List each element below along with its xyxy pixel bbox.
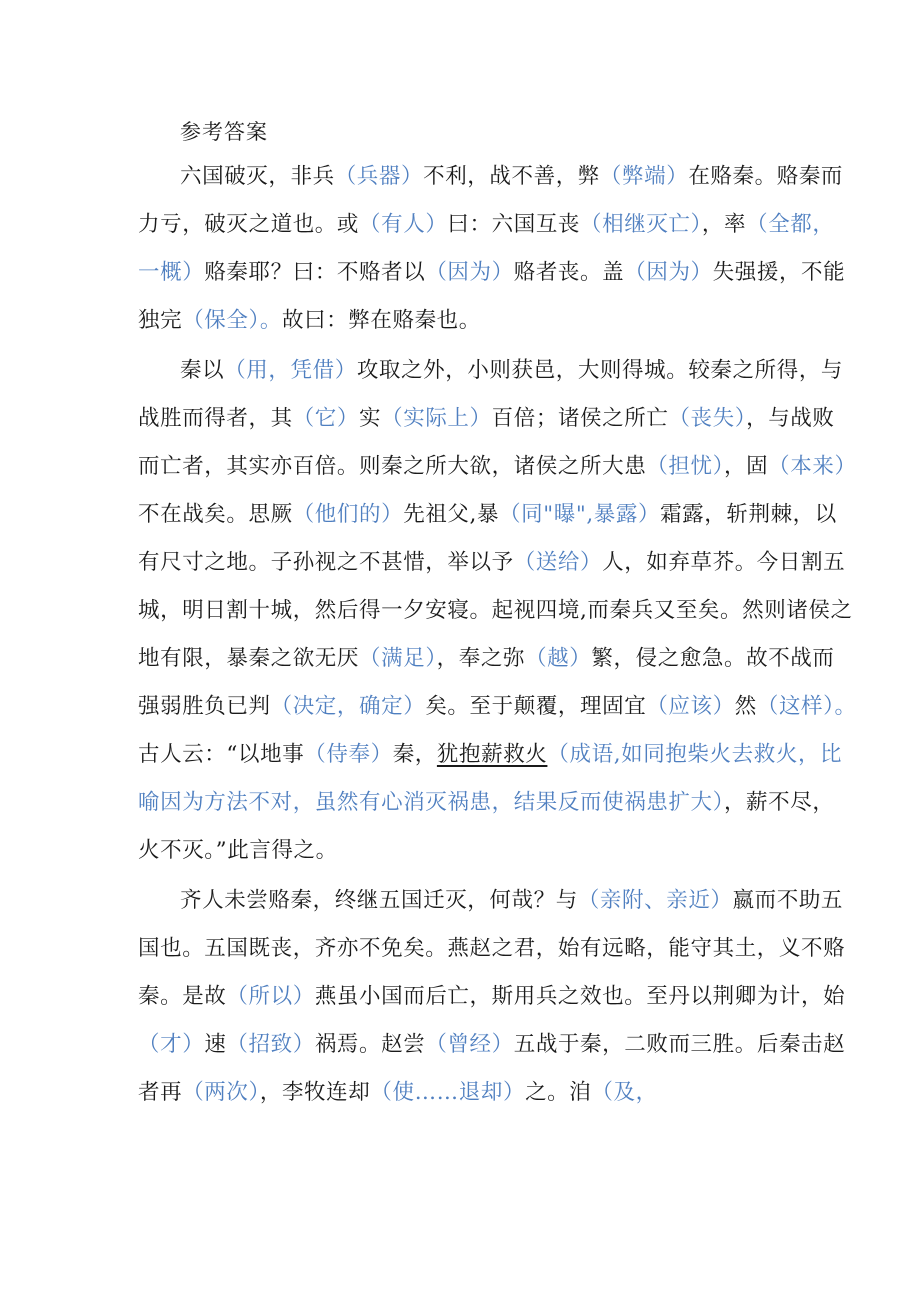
text-line bbox=[138, 257, 845, 289]
body-text: 祸焉。赵尝 bbox=[314, 1032, 426, 1057]
underlined-idiom: 犹抱薪救火 bbox=[436, 742, 548, 767]
body-text: 繁，侵之愈急。故不战而 bbox=[591, 646, 835, 671]
annotation-text: （相继灭亡） bbox=[580, 212, 702, 237]
annotation-text: （所以） bbox=[226, 984, 315, 1009]
body-text: 五战于秦，二败而三胜。后秦击赵 bbox=[513, 1032, 846, 1057]
text-line bbox=[138, 1077, 658, 1109]
annotation-text: 喻因为方法不对，虽然有心消灭祸患，结果反而使祸患扩大） bbox=[138, 790, 724, 815]
body-text: 人，如弃草芥。今日割五 bbox=[602, 550, 846, 575]
body-text: ，固 bbox=[723, 454, 769, 479]
body-text: 有尺寸之地。子孙视之不甚惜，举以予 bbox=[138, 550, 514, 575]
text-line bbox=[138, 1029, 845, 1061]
body-text: 地有限，暴秦之欲无厌 bbox=[138, 646, 360, 671]
body-text: 强弱胜负已判 bbox=[138, 694, 271, 719]
body-text: 城，明日割十城，然后得一夕安寝。起视四境,而秦兵又至矣。然则诸侯之 bbox=[138, 598, 853, 623]
text-line bbox=[138, 787, 834, 819]
annotation-text: （送给） bbox=[513, 550, 603, 575]
annotation-text: （有人） bbox=[359, 212, 448, 237]
annotation-text: （满足） bbox=[359, 646, 437, 671]
annotation-text: （才） bbox=[138, 1032, 205, 1057]
body-text: 不在战矣。思厥 bbox=[138, 502, 293, 527]
text-line bbox=[138, 739, 842, 771]
text-line bbox=[180, 885, 843, 917]
body-text: 失强援，不能 bbox=[712, 260, 846, 285]
text-line bbox=[180, 161, 843, 193]
body-text: 燕虽小国而后亡，斯用兵之效也。至丹以荆卿为计，始 bbox=[314, 984, 846, 1009]
annotation-text: （丧失） bbox=[668, 406, 747, 431]
body-text: 齐人未尝赂秦，终继五国迁灭，何哉？与 bbox=[180, 888, 578, 913]
annotation-text: （弊端） bbox=[599, 164, 689, 189]
annotation-text: （决定，确定） bbox=[270, 694, 426, 719]
body-text: 然 bbox=[734, 694, 757, 719]
annotation-text: （招致） bbox=[226, 1032, 315, 1057]
body-text: 秦。是故 bbox=[138, 984, 227, 1009]
body-text: 火不灭。”此言得之。 bbox=[138, 838, 338, 863]
annotation-text: （亲附、亲近） bbox=[577, 888, 733, 913]
annotation-text: （两次） bbox=[182, 1080, 260, 1105]
text-line bbox=[180, 355, 843, 387]
annotation-text: （及， bbox=[591, 1080, 658, 1105]
body-text: 霜露，斩荆棘，以 bbox=[660, 502, 837, 527]
body-text: 秦以 bbox=[180, 358, 225, 383]
annotation-text: （实际上） bbox=[381, 406, 492, 431]
body-text: ，薪不尽， bbox=[723, 790, 835, 815]
text-line bbox=[138, 305, 481, 337]
body-text: 而亡者，其实亦百倍。则秦之所大欲，诸侯之所大患 bbox=[138, 454, 647, 479]
annotation-text: （因为） bbox=[624, 260, 713, 285]
text-line bbox=[138, 547, 845, 579]
body-text: 者再 bbox=[138, 1080, 183, 1105]
annotation-text: （全都， bbox=[746, 212, 835, 237]
annotation-text: （这样）。 bbox=[756, 694, 857, 719]
body-text: 实 bbox=[359, 406, 382, 431]
annotation-text: （用，凭借） bbox=[224, 358, 357, 383]
body-text: 故曰：弊在赂秦也。 bbox=[281, 308, 481, 333]
annotation-text: （因为） bbox=[425, 260, 514, 285]
body-text: 曰：六国互丧 bbox=[447, 212, 581, 237]
text-line bbox=[138, 209, 835, 241]
body-text: 嬴而不助五 bbox=[732, 888, 844, 913]
text-line bbox=[138, 595, 853, 627]
body-text: 六国破灭，非兵 bbox=[180, 164, 335, 189]
body-text: 不利，战不善，弊 bbox=[423, 164, 600, 189]
body-text: 力亏，破灭之道也。或 bbox=[138, 212, 360, 237]
body-text: 赂者丧。盖 bbox=[513, 260, 625, 285]
annotation-text: （担忧） bbox=[646, 454, 724, 479]
body-text: 先祖父,暴 bbox=[403, 502, 500, 527]
body-text: 矣。至于颠覆，理固宜 bbox=[425, 694, 647, 719]
body-text: 古人云：“以地事 bbox=[138, 742, 305, 767]
annotation-text: （同"曝",暴露） bbox=[499, 502, 661, 527]
body-text: 在赂秦。赂秦而 bbox=[688, 164, 844, 189]
annotation-text: （越） bbox=[525, 646, 592, 671]
body-text: 攻取之外，小则获邑，大则得城。较秦之所得，与 bbox=[356, 358, 844, 383]
body-text: 秦， bbox=[392, 742, 437, 767]
annotation-text: （本来） bbox=[768, 454, 857, 479]
annotation-text: （保全）。 bbox=[182, 308, 282, 333]
text-line bbox=[138, 933, 845, 965]
body-text: 赂秦耶？曰：不赂者以 bbox=[204, 260, 426, 285]
body-text: ，率 bbox=[701, 212, 747, 237]
text-line bbox=[138, 643, 835, 675]
text-line bbox=[138, 403, 835, 435]
body-text: 之。洎 bbox=[525, 1080, 592, 1105]
body-text: 独完 bbox=[138, 308, 183, 333]
annotation-text: （侍奉） bbox=[304, 742, 393, 767]
text-line bbox=[138, 835, 338, 867]
body-text: 百倍；诸侯之所亡 bbox=[491, 406, 669, 431]
body-text: ，李牧连却 bbox=[259, 1080, 371, 1105]
annotation-text: （应该） bbox=[646, 694, 735, 719]
body-text: 速 bbox=[204, 1032, 227, 1057]
body-text: ，奉之弥 bbox=[436, 646, 526, 671]
annotation-text: 一概） bbox=[138, 260, 205, 285]
body-text: ，与战败 bbox=[746, 406, 835, 431]
annotation-text: （兵器） bbox=[334, 164, 424, 189]
text-line bbox=[138, 981, 845, 1013]
body-text: 战胜而得者，其 bbox=[138, 406, 293, 431]
heading-answer-key: 参考答案 bbox=[180, 120, 268, 144]
annotation-text: （曾经） bbox=[425, 1032, 514, 1057]
body-text: 国也。五国既丧，齐亦不免矣。燕赵之君，始有远略，能守其土，义不赂 bbox=[138, 936, 846, 961]
text-line bbox=[138, 691, 857, 723]
annotation-text: （他们的） bbox=[292, 502, 404, 527]
text-line bbox=[138, 499, 837, 531]
annotation-text: （成语,如同抱柴火去救火，比 bbox=[547, 742, 843, 767]
annotation-text: （使……退却） bbox=[370, 1080, 526, 1105]
text-line bbox=[138, 451, 857, 483]
annotation-text: （它） bbox=[292, 406, 360, 431]
